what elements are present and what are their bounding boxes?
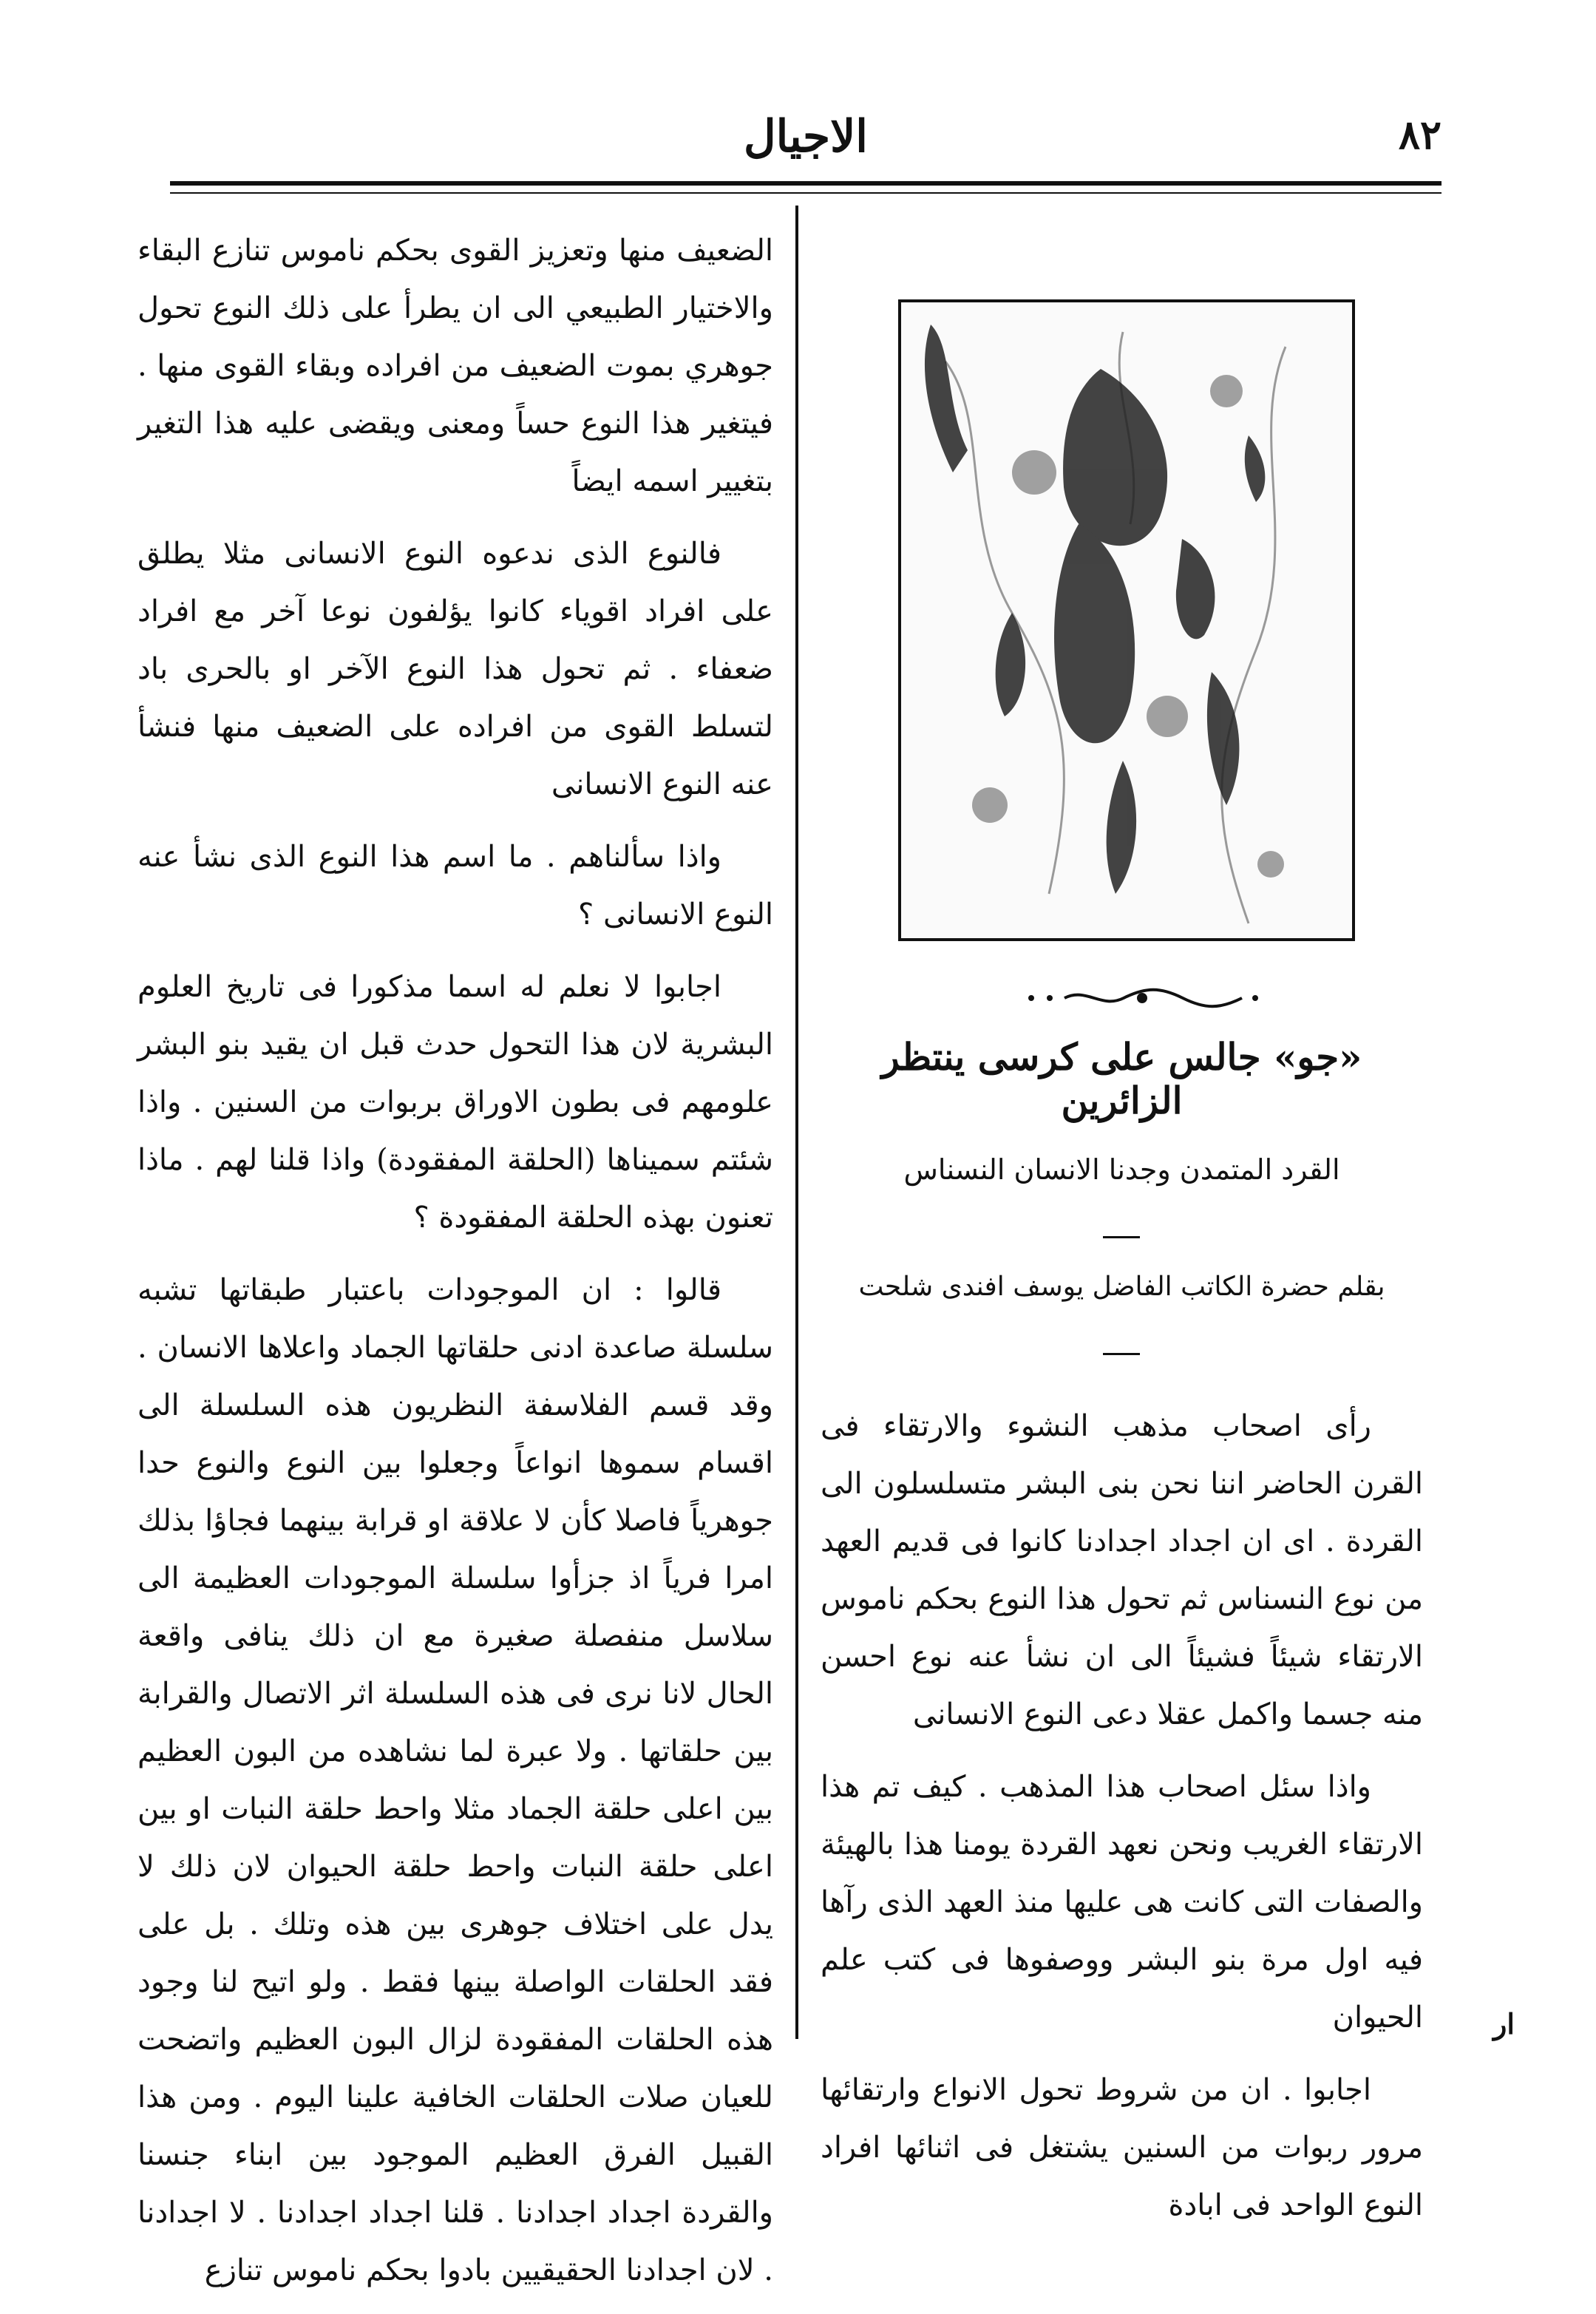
- margin-mark: ار: [1493, 2007, 1515, 2040]
- figure-caption: «جو» جالس على كرسى ينتظر الزائرين: [881, 1035, 1362, 1122]
- page-title: الاجيال: [744, 111, 868, 163]
- right-paragraph-4: اجابوا لا نعلم له اسما مذكورا فى تاريخ العلوم البشرية لان هذا التحول حدث قبل ان يقيد بنو البشر علومهم فى بطون الاوراق بربوات من السنين . واذا شئتم سميناها (الحلقة المفقودة) واذا قلنا لهم . ماذا تعنون بهذه الحلقة المفقودة ؟: [137, 970, 773, 1235]
- right-column: [137, 222, 773, 2314]
- article-title: القرد المتمدن وجدنا الانسان النسناس: [903, 1153, 1340, 1186]
- right-paragraph-2: فالنوع الذى ندعوه النوع الانسانى مثلا يطلق على افراد اقوياء كانوا يؤلفون نوعا آخر مع افراد ضعفاء . ثم تحول هذا النوع الآخر او بالحرى باد لتسلط القوى من افراده على الضعيف منها فنشأ عنه النوع الانسانى: [137, 537, 773, 801]
- left-paragraph-2: واذا سئل اصحاب هذا المذهب . كيف تم هذا الارتقاء الغريب ونحن نعهد القردة يومنا هذا بالهيئة والصفات التى كانت هى عليها منذ العهد الذى رآها فيه اول مرة بنو البشر ووصفوها فى كتب علم الحيوان: [821, 1770, 1423, 2035]
- left-paragraph-1: رأى اصحاب مذهب النشوء والارتقاء فى القرن الحاضر اننا نحن بنى البشر متسلسلون الى القردة . اى ان اجداد اجدادنا كانوا فى قديم العهد من نوع النسناس ثم تحول هذا النوع بحكم ناموس الارتقاء شيئاً فشيئاً الى ان نشأ عنه نوع احسن منه جسما واكمل عقلا دعى النوع الانسانى: [821, 1409, 1423, 1731]
- photograph-seated-monkey-icon: [901, 302, 1352, 938]
- left-column-text: [821, 1397, 1423, 2249]
- page-number: ٨٢: [1398, 111, 1442, 158]
- left-paragraph-3: اجابوا . ان من شروط تحول الانواع وارتقائها مرور ربوات من السنين يشتغل فى اثنائها افراد النوع الواحد فى ابادة: [821, 2073, 1423, 2222]
- page-header: [170, 111, 1442, 192]
- header-rule-thick: [170, 181, 1442, 186]
- column-divider: [795, 206, 798, 2039]
- right-paragraph-5: قالوا : ان الموجودات باعتبار طبقاتها تشبه سلسلة صاعدة ادنى حلقاتها الجماد واعلاها الانسان . وقد قسم الفلاسفة النظريون هذه السلسلة الى اقسام سموها انواعاً وجعلوا بين النوع والنوع حدا جوهرياً فاصلا كأن لا علاقة او قرابة بينهما فجاؤا بذلك امرا فرياً اذ جزأوا سلسلة الموجودات العظيمة الى سلاسل منفصلة صغيرة مع ان ذلك ينافى واقعة الحال لانا نرى فى هذه السلسلة اثر الاتصال والقرابة بين حلقاتها . ولا عبرة لما نشاهده من البون العظيم بين اعلى حلقة الجماد مثلا واحط حلقة النبات او بين اعلى حلقة النبات واحط حلقة الحيوان لان ذلك لا يدل على اختلاف جوهرى بين هذه وتلك . بل على فقد الحلقات الواصلة بينها فقط . ولو اتيح لنا وجود هذه الحلقات المفقودة لزال البون العظيم واتضحت للعيان صلات الحلقات الخافية علينا اليوم . ومن هذا القبيل الفرق العظيم الموجود بين ابناء جنسنا والقردة اجداد اجدادنا . قلنا اجداد اجدادنا . لا اجدادنا . لان اجدادنا الحقيقيين بادوا بحكم ناموس تنازع: [137, 1273, 773, 2287]
- short-divider: [1103, 1353, 1140, 1355]
- article-byline: بقلم حضرة الكاتب الفاضل يوسف افندى شلحت: [858, 1272, 1385, 1302]
- right-paragraph-1: الضعيف منها وتعزيز القوى بحكم ناموس تنازع البقاء والاختيار الطبيعي الى ان يطرأ على ذلك النوع تحول جوهري بموت الضعيف من افراده وبقاء القوى منها . فيتغير هذا النوع حساً ومعنى ويقضى عليه هذا التغير بتغيير اسمه ايضاً: [137, 234, 773, 498]
- photograph: [898, 299, 1355, 941]
- decorative-ornament-icon: [1020, 987, 1264, 1009]
- short-divider: [1103, 1236, 1140, 1238]
- header-rule-thin: [170, 192, 1442, 194]
- right-paragraph-3: واذا سألناهم . ما اسم هذا النوع الذى نشأ عنه النوع الانسانى ؟: [137, 840, 773, 932]
